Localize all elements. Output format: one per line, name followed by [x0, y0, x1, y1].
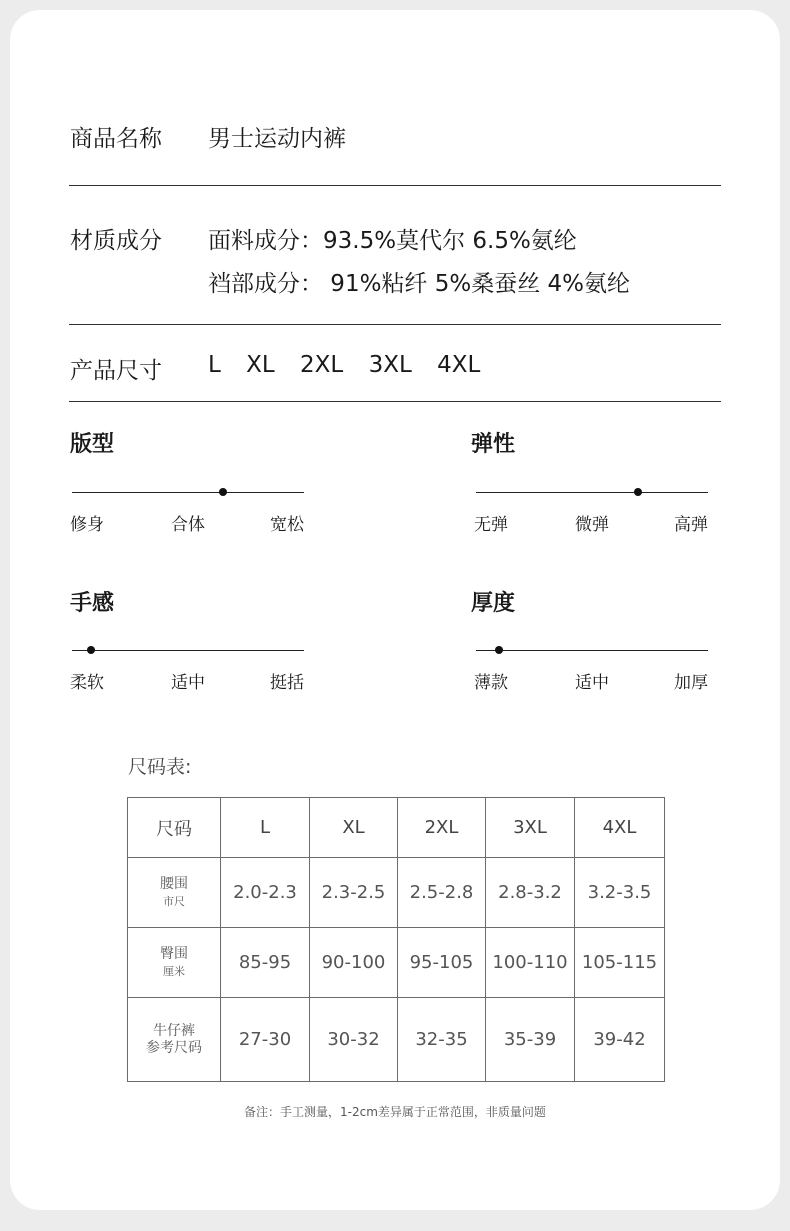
scale-label-high: 高弹	[674, 515, 708, 535]
row-header	[128, 858, 221, 928]
scale-label-low: 无弹	[474, 515, 508, 535]
table-row	[128, 998, 665, 1082]
size-chart-note: 备注：手工测量，1-2cm差异属于正常范围，非质量问题	[244, 1105, 546, 1119]
size-chart-title: 尺码表:	[128, 756, 192, 778]
divider	[69, 185, 721, 186]
scale-label-mid: 适中	[575, 673, 609, 693]
row-header-label: 臀围	[160, 945, 188, 962]
scale-line	[476, 650, 708, 651]
material-line-2: 裆部成分： 91%粘纤 5%桑蚕丝 4%氨纶	[208, 271, 631, 297]
header-cell: 2XL	[398, 798, 486, 858]
size-item: 4XL	[437, 352, 481, 378]
size-label: 产品尺寸	[70, 358, 162, 384]
thickness-title: 厚度	[471, 591, 516, 616]
table-header-row	[128, 798, 665, 858]
scale-label-mid: 微弹	[575, 515, 609, 535]
elasticity-title: 弹性	[471, 432, 516, 457]
scale-label-low: 修身	[70, 515, 104, 535]
product-name-value: 男士运动内裤	[208, 126, 346, 152]
size-item: XL	[246, 352, 275, 378]
row-header-unit: 市尺	[163, 894, 185, 908]
fit-title: 版型	[70, 432, 115, 457]
table-cell: 2.8-3.2	[486, 858, 575, 928]
table-cell: 3.2-3.5	[575, 858, 665, 928]
feel-title: 手感	[70, 591, 115, 616]
scale-line	[72, 492, 304, 493]
scale-indicator	[634, 488, 642, 496]
size-item: 2XL	[300, 352, 344, 378]
divider	[69, 324, 721, 325]
table-cell: 95-105	[398, 928, 486, 998]
scale-line	[72, 650, 304, 651]
header-cell: 尺码	[128, 798, 221, 858]
scale-indicator	[495, 646, 503, 654]
scale-label-high: 加厚	[674, 673, 708, 693]
size-item: 3XL	[368, 352, 412, 378]
scale-indicator	[219, 488, 227, 496]
row-header	[128, 998, 221, 1082]
scale-label-mid: 适中	[171, 673, 205, 693]
scale-indicator	[87, 646, 95, 654]
table-cell: 30-32	[310, 998, 398, 1082]
scale-label-mid: 合体	[171, 515, 205, 535]
table-cell: 27-30	[221, 998, 310, 1082]
scale-line	[476, 492, 708, 493]
table-row	[128, 858, 665, 928]
row-header-unit: 参考尺码	[146, 1039, 202, 1056]
scale-label-high: 宽松	[270, 515, 304, 535]
thickness-scale	[476, 650, 708, 710]
table-row	[128, 928, 665, 998]
row-header-unit: 厘米	[163, 964, 185, 978]
fit-scale	[72, 492, 304, 552]
scale-label-high: 挺括	[270, 673, 304, 693]
table-cell: 90-100	[310, 928, 398, 998]
row-header	[128, 928, 221, 998]
size-list	[208, 352, 498, 378]
header-cell: 4XL	[575, 798, 665, 858]
table-cell: 2.0-2.3	[221, 858, 310, 928]
header-cell: 3XL	[486, 798, 575, 858]
divider	[69, 401, 721, 402]
header-cell: XL	[310, 798, 398, 858]
header-cell: L	[221, 798, 310, 858]
scale-label-low: 薄款	[474, 673, 508, 693]
table-cell: 85-95	[221, 928, 310, 998]
table-cell: 39-42	[575, 998, 665, 1082]
scale-label-low: 柔软	[70, 673, 104, 693]
size-item: L	[208, 352, 221, 378]
table-cell: 32-35	[398, 998, 486, 1082]
material-label: 材质成分	[70, 228, 162, 254]
elasticity-scale	[476, 492, 708, 552]
size-chart-table	[127, 797, 665, 1082]
table-cell: 35-39	[486, 998, 575, 1082]
product-name-label: 商品名称	[70, 126, 162, 152]
table-cell: 105-115	[575, 928, 665, 998]
table-cell: 2.3-2.5	[310, 858, 398, 928]
material-line-1: 面料成分：93.5%莫代尔 6.5%氨纶	[208, 228, 577, 254]
row-header-label: 牛仔裤	[153, 1022, 195, 1039]
table-cell: 100-110	[486, 928, 575, 998]
table-cell: 2.5-2.8	[398, 858, 486, 928]
feel-scale	[72, 650, 304, 710]
row-header-label: 腰围	[160, 875, 188, 892]
